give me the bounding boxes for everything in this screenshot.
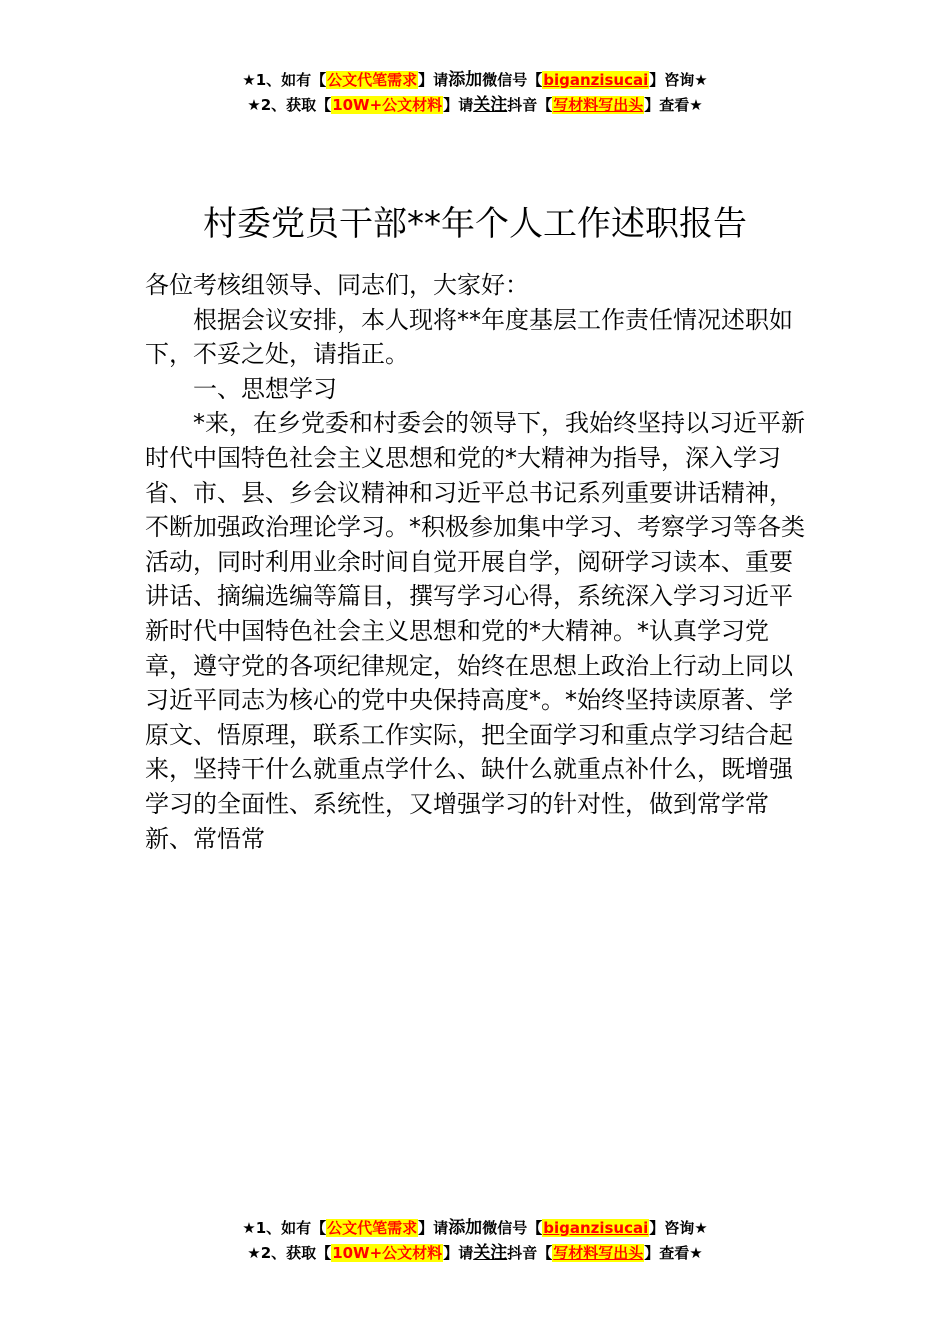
wechat-id-highlight: biganzisucai	[543, 71, 649, 89]
emphasis-follow: 关注	[473, 95, 508, 115]
banner-line-1: ★1、如有【公文代笔需求】请添加微信号【biganzisucai】咨询★	[242, 1218, 708, 1238]
intro-paragraph: 根据会议安排，本人现将**年度基层工作责任情况述职如下，不妥之处，请指正。	[145, 305, 793, 369]
section-heading: 一、思想学习	[193, 374, 337, 403]
emphasis-add: 添加	[448, 1218, 483, 1238]
header-banner	[0, 68, 950, 118]
banner-line-2: ★2、获取【10W+公文材料】请关注抖音【写材料写出头】查看★	[247, 95, 703, 115]
banner-line-2: ★2、获取【10W+公文材料】请关注抖音【写材料写出头】查看★	[247, 1243, 703, 1263]
emphasis-follow: 关注	[473, 1243, 508, 1263]
materials-highlight: 10W+公文材料	[332, 96, 443, 114]
douyin-account-highlight: 写材料写出头	[553, 96, 644, 114]
emphasis-add: 添加	[448, 70, 483, 90]
footer-banner	[0, 1216, 950, 1266]
service-highlight: 公文代笔需求	[327, 71, 418, 89]
banner-line-1: ★1、如有【公文代笔需求】请添加微信号【biganzisucai】咨询★	[242, 70, 708, 90]
document-title: 村委党员干部**年个人工作述职报告	[203, 203, 747, 244]
section-paragraph: *来，在乡党委和村委会的领导下，我始终坚持以习近平新时代中国特色社会主义思想和党的*大精神为指导，深入学习省、市、县、乡会议精神和习近平总书记系列重要讲话精神，不断加强政治理论学习。*积极参加集中学习、考察学习等各类活动，同时利用业余时间自觉开展自学，阅研学习读本、重要讲话、摘编选编等篇目，撰写学习心得，系统深入学习习近平新时代中国特色社会主义思想和党的*大精神。*认真学习党章，遵守党的各项纪律规定，始终在思想上政治上行动上同以习近平同志为核心的党中央保持高度*。*始终坚持读原著、学原文、悟原理，联系工作实际，把全面学习和重点学习结合起来，坚持干什么就重点学什么、缺什么就重点补什么，既增强学习的全面性、系统性，又增强学习的针对性，做到常学常新、常悟常	[145, 409, 805, 853]
wechat-id-highlight: biganzisucai	[543, 1219, 649, 1237]
douyin-account-highlight: 写材料写出头	[553, 1244, 644, 1262]
document-body	[145, 268, 807, 856]
greeting: 各位考核组领导、同志们，大家好：	[145, 271, 529, 299]
service-highlight: 公文代笔需求	[327, 1219, 418, 1237]
materials-highlight: 10W+公文材料	[332, 1244, 443, 1262]
